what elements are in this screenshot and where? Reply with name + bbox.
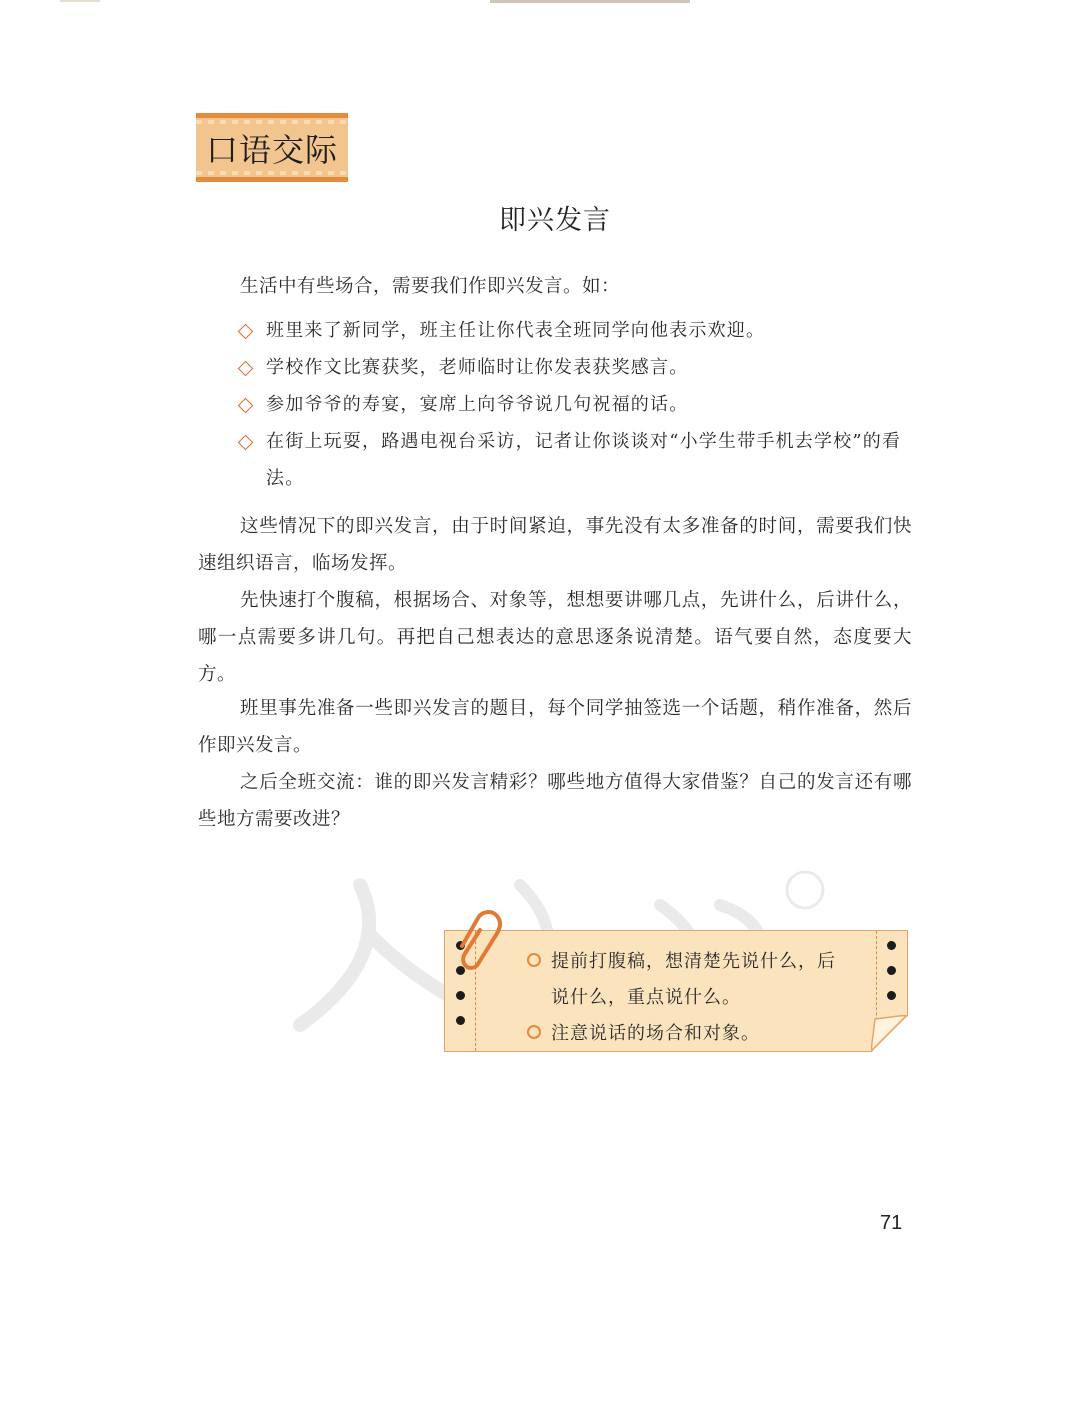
example-item xyxy=(238,312,918,349)
circle-bullet-icon xyxy=(527,953,541,967)
body-paragraph: 班里事先准备一些即兴发言的题目，每个同学抽签选一个话题，稍作准备，然后作即兴发言。 xyxy=(198,698,912,756)
folded-corner-icon xyxy=(871,1015,907,1051)
tip-line xyxy=(527,943,836,980)
diamond-bullet-icon xyxy=(238,324,254,340)
punch-hole-icon xyxy=(887,966,896,975)
example-item xyxy=(238,349,918,386)
intro-paragraph: 生活中有些场合，需要我们作即兴发言。如： xyxy=(240,276,621,297)
example-text: 在街上玩耍，路遇电视台采访，记者让你谈谈对“小学生带手机去学校”的看法。 xyxy=(266,431,902,489)
punch-hole-icon xyxy=(456,991,465,1000)
example-text: 学校作文比赛获奖，老师临时让你发表获奖感言。 xyxy=(266,357,689,378)
tip-text: 注意说话的场合和对象。 xyxy=(551,1023,760,1044)
body-paragraph: 之后全班交流：谁的即兴发言精彩？哪些地方值得大家借鉴？自己的发言还有哪些地方需要改进？ xyxy=(198,772,912,830)
punch-hole-icon xyxy=(887,991,896,1000)
punch-hole-icon xyxy=(456,1016,465,1025)
tips-note-card xyxy=(444,930,908,1052)
page-number: 71 xyxy=(880,1212,903,1234)
circle-bullet-icon xyxy=(527,1025,541,1039)
punch-hole-icon xyxy=(887,941,896,950)
body-paragraph: 先快速打个腹稿，根据场合、对象等，想想要讲哪几点，先讲什么，后讲什么，哪一点需要多讲几句。再把自己想表达的意思逐条说清楚。语气要自然，态度要大方。 xyxy=(198,590,912,685)
diamond-bullet-icon xyxy=(238,361,254,377)
page-title: 即兴发言 xyxy=(499,205,611,236)
tip-text: 说什么，重点说什么。 xyxy=(551,987,741,1008)
example-text: 班里来了新同学，班主任让你代表全班同学向他表示欢迎。 xyxy=(266,320,766,341)
tip-line xyxy=(527,1015,760,1052)
example-text: 参加爷爷的寿宴，宴席上向爷爷说几句祝福的话。 xyxy=(266,394,689,415)
header-rule xyxy=(490,0,690,3)
tip-text: 提前打腹稿，想清楚先说什么，后 xyxy=(551,951,836,972)
diamond-bullet-icon xyxy=(238,435,254,451)
header-rule-left xyxy=(60,0,100,2)
example-list xyxy=(238,312,918,497)
tip-line xyxy=(551,979,741,1016)
section-label: 口语交际 xyxy=(205,130,338,169)
example-item xyxy=(238,423,918,497)
diamond-bullet-icon xyxy=(238,398,254,414)
body-paragraph: 这些情况下的即兴发言，由于时间紧迫，事先没有太多准备的时间，需要我们快速组织语言，临场发挥。 xyxy=(198,516,912,574)
example-item xyxy=(238,386,918,423)
paperclip-icon xyxy=(448,906,508,972)
section-label-banner xyxy=(196,113,348,182)
